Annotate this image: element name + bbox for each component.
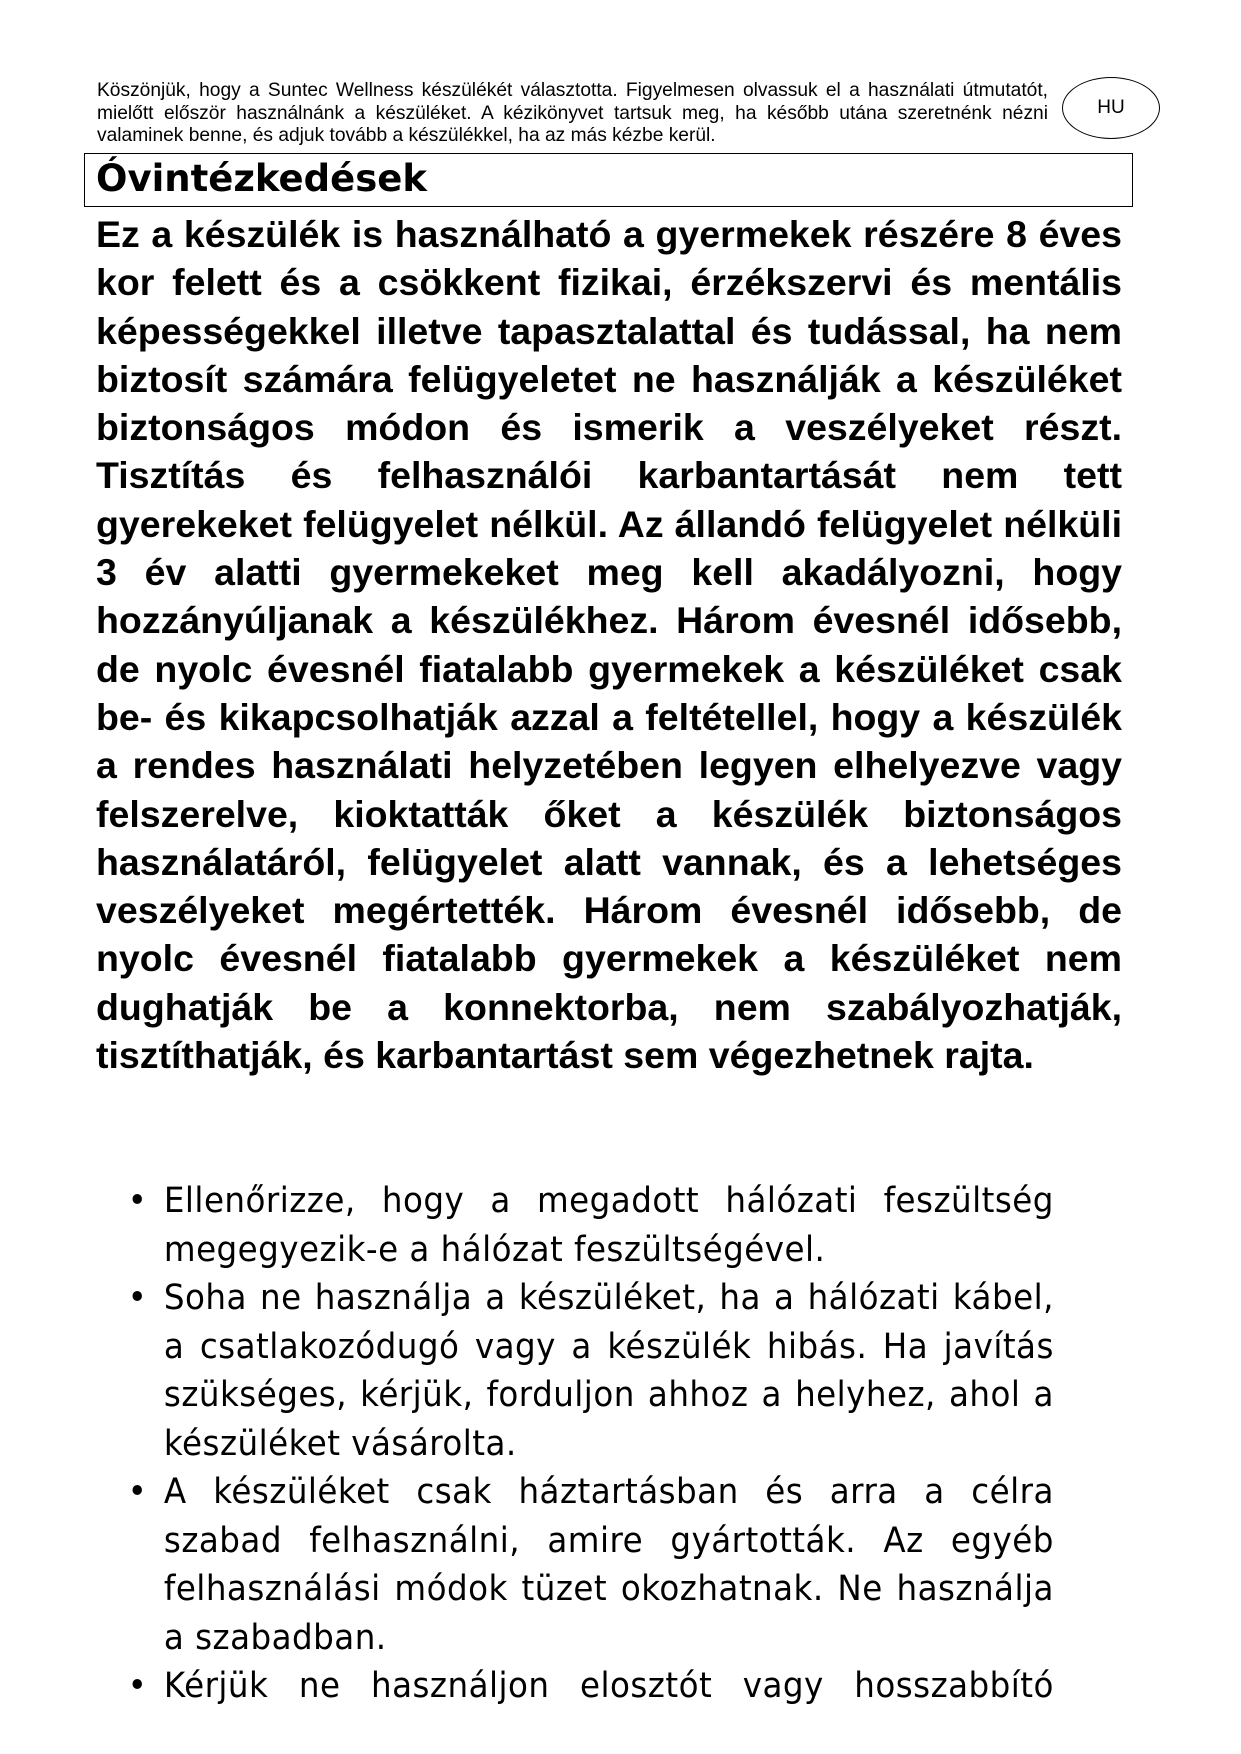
- list-item: [96, 1468, 1054, 1662]
- list-item-text: Kérjük ne használjon elosztót vagy hosszabbító: [163, 1666, 1054, 1706]
- bullet-icon: •: [127, 1278, 148, 1318]
- language-badge-label: HU: [1097, 97, 1125, 118]
- list-item-text: A készüléket csak háztartásban és arra a célra szabad felhasználni, amire gyártották. Az egyéb felhasználási módok tüzet okozhatnak. Ne használja a szabadban.: [163, 1472, 1054, 1658]
- bullet-icon: •: [127, 1181, 148, 1221]
- language-badge: [1062, 77, 1160, 139]
- section-title: Óvintézkedések: [96, 157, 427, 200]
- intro-paragraph: Köszönjük, hogy a Suntec Wellness készülékét választotta. Figyelmesen olvassuk el a használati útmutatót, mielőtt először használnánk a készüléket. A kézikönyvet tartsuk meg, ha később utána szeretnénk nézni valaminek benne, és adjuk tovább a készülékkel, ha az más kézbe kerül.: [97, 80, 1048, 146]
- bullet-icon: •: [127, 1666, 148, 1706]
- bullet-icon: •: [127, 1472, 148, 1512]
- precaution-list: [96, 1177, 1054, 1711]
- warning-paragraph: Ez a készülék is használható a gyermekek részére 8 éves kor felett és a csökkent fizikai, érzékszervi és mentális képességekkel illetve tapasztalattal és tudással, ha nem biztosít számára felügyeletet ne használják a készüléket biztonságos módon és ismerik a veszélyeket részt. Tisztítás és felhasználói karbantartását nem tett gyerekeket felügyelet nélkül. Az állandó felügyelet nélküli 3 év alatti gyermekeket meg kell akadályozni, hogy hozzányúljanak a készülékhez. Három évesnél idősebb, de nyolc évesnél fiatalabb gyermekek a készüléket csak be- és kikapcsolhatják azzal a feltétellel, hogy a készülék a rendes használati helyzetében legyen elhelyezve vagy felszerelve, kioktatták őket a készülék biztonságos használatáról, felügyelet alatt vannak, és a lehetséges veszélyeket megértették. Három évesnél idősebb, de nyolc évesnél fiatalabb gyermekek a készüléket nem dughatják be a konnektorba, nem szabályozhatják, tisztíthatják, és karbantartást sem végezhetnek rajta.: [96, 213, 1122, 1077]
- section-heading: [84, 153, 1133, 207]
- list-item-text: Soha ne használja a készüléket, ha a hálózati kábel, a csatlakozódugó vagy a készülék hibás. Ha javítás szükséges, kérjük, forduljon ahhoz a helyhez, ahol a készüléket vásárolta.: [163, 1278, 1054, 1464]
- list-item: [96, 1274, 1054, 1468]
- list-item: [96, 1662, 1054, 1711]
- list-item: [96, 1177, 1054, 1274]
- list-item-text: Ellenőrizze, hogy a megadott hálózati feszültség megegyezik-e a hálózat feszültségével.: [163, 1181, 1054, 1270]
